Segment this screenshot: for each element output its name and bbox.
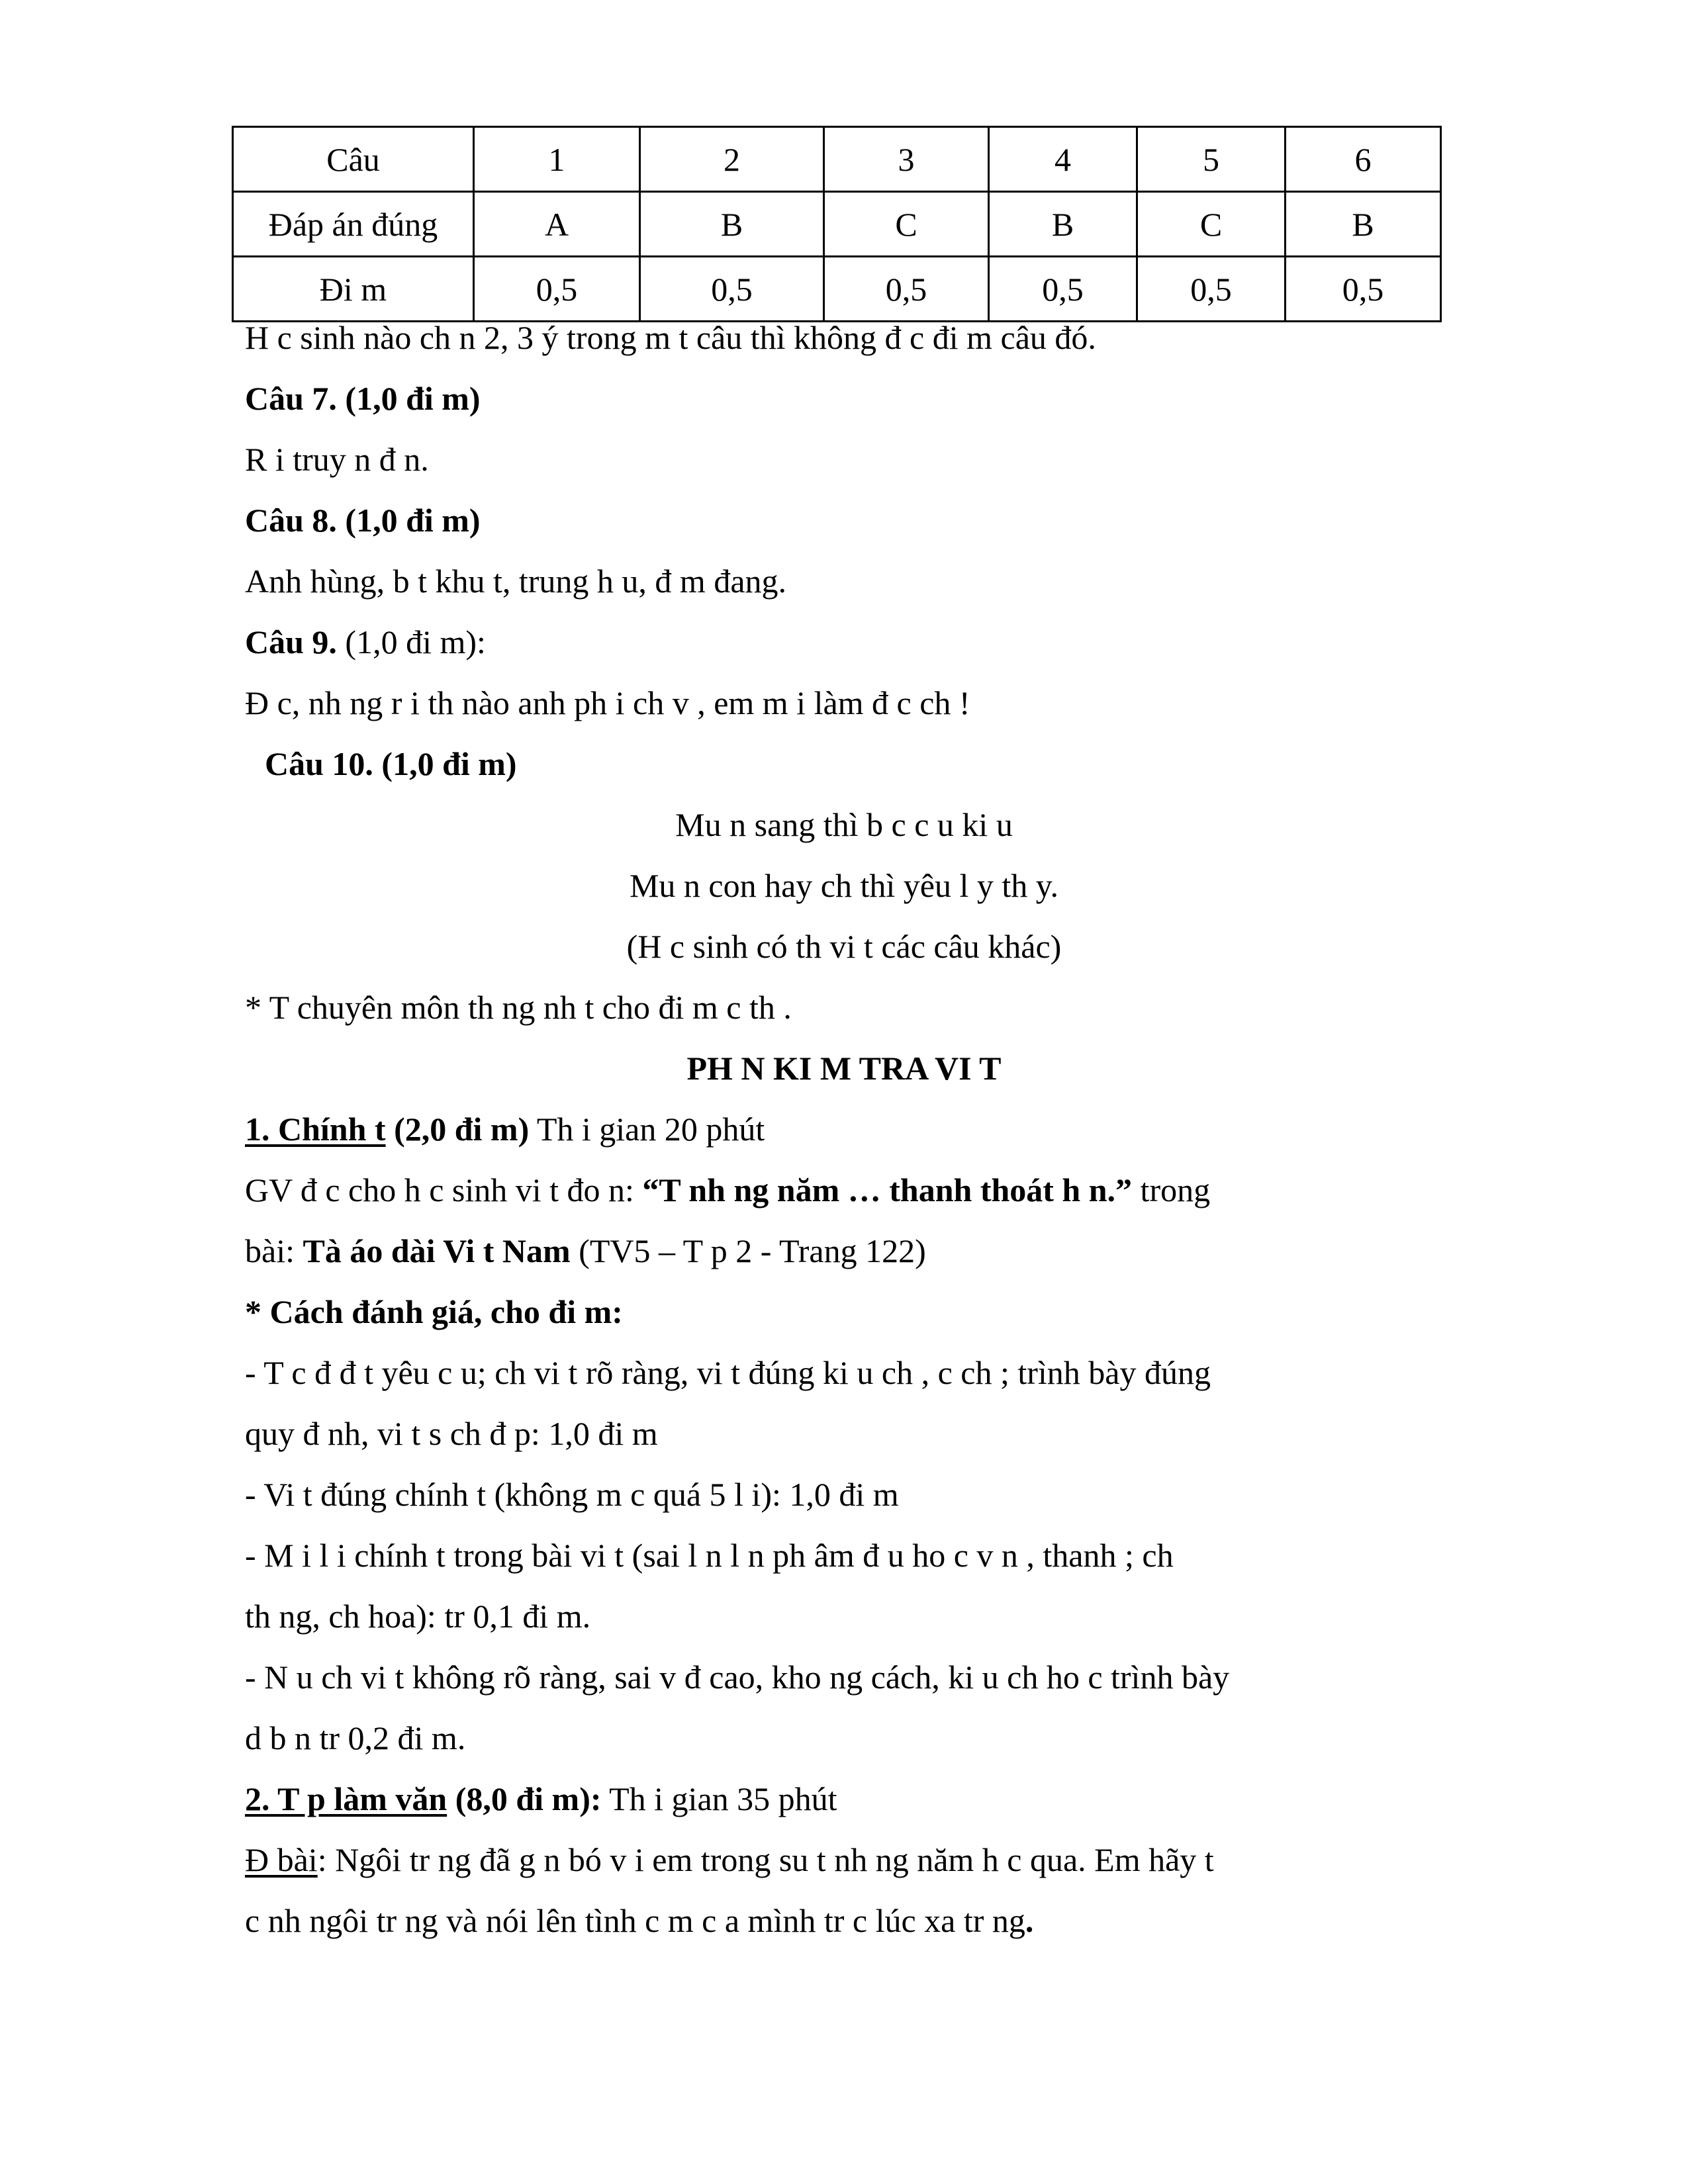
table-note: H c sinh nào ch n 2, 3 ý trong m t câu thì không đ c đi m câu đó. [245,319,1096,356]
part-1-intro [245,1170,1210,1210]
topic-text: : Ngôi tr ng đã g n bó v i em trong su t nh ng năm h c qua. Em hãy t [317,1841,1214,1878]
criteria-line: - M i l i chính t trong bài vi t (sai l n l n ph âm đ u ho c v n , thanh ; ch [245,1537,1174,1574]
table-cell: 4 [989,127,1137,192]
poem-line-1: Mu n sang thì b c c u ki u [675,806,1013,843]
criteria-line: th ng, ch hoa): tr 0,1 đi m. [245,1598,591,1635]
criteria-line: - Vi t đúng chính t (không m c quá 5 l i): 1,0 đi m [245,1476,899,1513]
criteria-line: - T c đ đ t yêu c u; ch vi t rõ ràng, vi t đúng ki u ch , c ch ; trình bày đúng [245,1354,1211,1391]
topic-line-1 [245,1840,1214,1880]
table-cell: 0,5 [1137,257,1286,322]
table-cell: Đi m [233,257,474,322]
table-cell: 1 [474,127,640,192]
intro-text-end: trong [1132,1171,1211,1208]
table-cell: B [1286,192,1441,257]
table-cell: C [824,192,989,257]
table-cell: Đáp án đúng [233,192,474,257]
part-2-heading-line [245,1779,837,1819]
table-cell: 0,5 [989,257,1137,322]
question-7-title: Câu 7. (1,0 đi m) [245,380,481,417]
question-9-title: Câu 9. [245,623,337,660]
question-7-answer: R i truy n đ n. [245,441,429,478]
table-cell: B [989,192,1137,257]
part-1-heading-line [245,1109,765,1149]
part-2-time: Th i gian 35 phút [601,1780,837,1817]
topic-period: . [1025,1902,1034,1939]
table-row-points [233,257,1441,322]
question-9-title-line [245,622,486,662]
part-1-heading: 1. Chính t [245,1111,386,1148]
source-ref: (TV5 – T p 2 - Trang 122) [570,1232,926,1269]
table-cell: A [474,192,640,257]
table-cell: 2 [640,127,824,192]
question-8-title: Câu 8. (1,0 đi m) [245,502,481,539]
table-cell: 0,5 [640,257,824,322]
part-2-points: (8,0 đi m): [447,1780,602,1817]
table-cell: Câu [233,127,474,192]
topic-line-2 [245,1901,1033,1940]
section-title: PH N KI M TRA VI T [686,1050,1002,1087]
intro-text: GV đ c cho h c sinh vi t đo n: [245,1171,643,1208]
table-row-answer [233,192,1441,257]
criteria-line: d b n tr 0,2 đi m. [245,1719,466,1756]
criteria-title: * Cách đánh giá, cho đi m: [245,1293,623,1330]
table-cell: 5 [1137,127,1286,192]
criteria-line: - N u ch vi t không rõ ràng, sai v đ cao, kho ng cách, ki u ch ho c trình bày [245,1659,1230,1696]
table-row-question [233,127,1441,192]
part-2-heading: 2. T p làm văn [245,1780,447,1817]
criteria-line: quy đ nh, vi t s ch đ p: 1,0 đi m [245,1415,658,1452]
answer-key-table [232,126,1442,322]
table-cell: 3 [824,127,989,192]
source-prefix: bài: [245,1232,303,1269]
part-1-source [245,1231,926,1271]
source-title: Tà áo dài Vi t Nam [303,1232,571,1269]
part-1-time: Th i gian 20 phút [529,1111,765,1148]
part-1-points: (2,0 đi m) [385,1111,530,1148]
question-9-points: (1,0 đi m): [336,623,486,660]
table-cell: C [1137,192,1286,257]
table-cell: B [640,192,824,257]
table-cell: 0,5 [474,257,640,322]
poem-note: (H c sinh có th vi t các câu khác) [626,928,1062,965]
general-note: * T chuyên môn th ng nh t cho đi m c th . [245,989,792,1026]
question-8-answer: Anh hùng, b t khu t, trung h u, đ m đang. [245,563,787,600]
question-10-title: Câu 10. (1,0 đi m) [265,745,517,782]
question-9-answer: Đ c, nh ng r i th nào anh ph i ch v , em m i làm đ c ch ! [245,684,970,721]
topic-text-cont: c nh ngôi tr ng và nói lên tình c m c a mình tr c lúc xa tr ng [245,1902,1025,1939]
poem-line-2: Mu n con hay ch thì yêu l y th y. [629,867,1059,904]
table-cell: 0,5 [824,257,989,322]
dictation-excerpt: “T nh ng năm … thanh thoát h n.” [642,1171,1133,1208]
table-cell: 6 [1286,127,1441,192]
table-cell: 0,5 [1286,257,1441,322]
topic-label: Đ bài [245,1841,318,1878]
